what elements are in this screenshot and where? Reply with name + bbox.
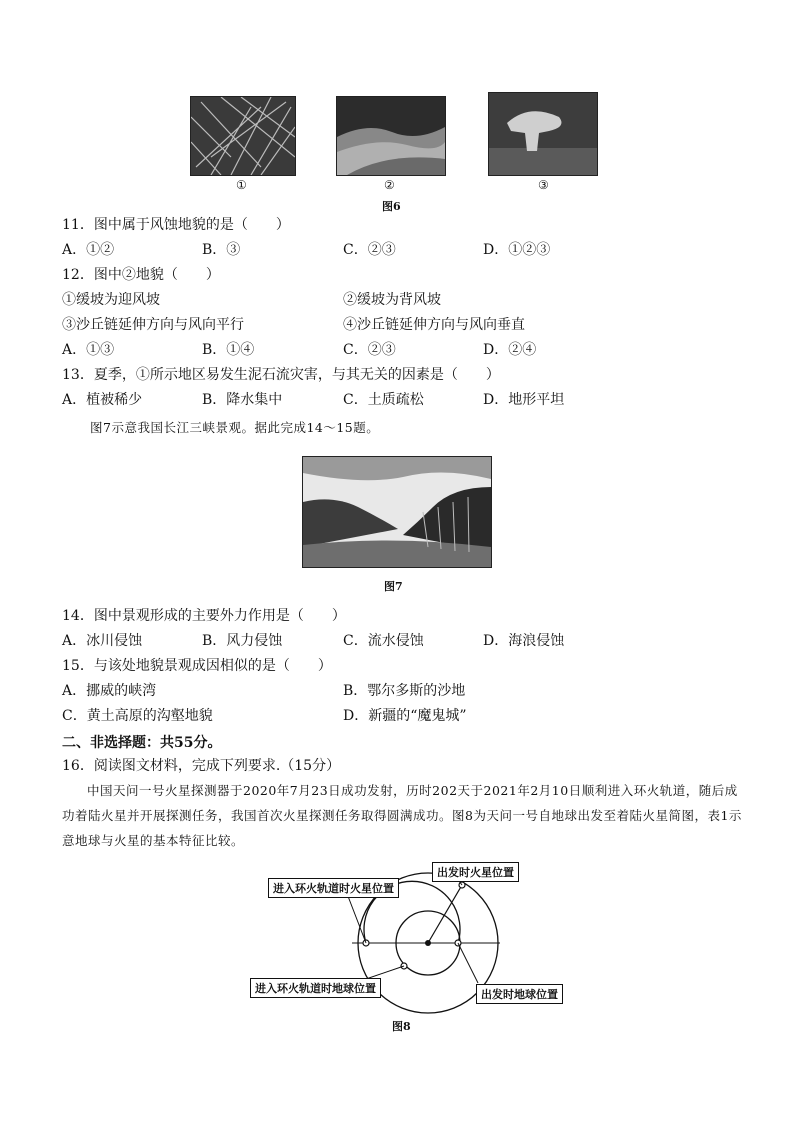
q12-statement-1: ①缓坡为迎风坡 [62,292,160,308]
q13-stem: 13．夏季，①所示地区易发生泥石流灾害，与其无关的因素是（ ） [62,367,500,383]
q13-option-b: B．降水集中 [202,392,283,408]
q11-option-a: A．①② [62,242,115,258]
figure6-photo-3 [488,92,598,176]
figure6-photo-2 [336,96,446,176]
sun-dot [425,940,431,946]
q11-stem: 11．图中属于风蚀地貌的是（ ） [62,217,290,233]
label-earth-orbit-entry: 进入环火轨道时地球位置 [250,978,381,998]
q16-paragraph: 中国天问一号火星探测器于2020年7月23日成功发射，历时202天于2021年2月10日顺利进入环火轨道，随后成功着陆火星并开展探测任务，我国首次火星探测任务取得圆满成功。图8为天问一号自地球出发至着陆火星简图，表1示意地球与火星的基本特征比较。 [62,783,742,848]
figure6-label-2: ② [384,178,395,192]
q14-option-c: C．流水侵蚀 [343,633,424,649]
q12-statement-2: ②缓坡为背风坡 [343,292,441,308]
label-mars-orbit-entry: 进入环火轨道时火星位置 [268,878,399,898]
figure6-caption: 图6 [382,200,401,213]
q15-option-b: B．鄂尔多斯的沙地 [343,683,466,699]
figure7-photo [302,456,492,568]
figure6-label-1: ① [236,178,247,192]
q11-option-c: C．②③ [343,242,396,258]
sand-dune-photo-icon [337,97,445,175]
three-gorges-photo-icon [303,457,491,567]
grassland-photo-icon [191,97,295,175]
q15-option-d: D．新疆的“魔鬼城” [343,708,467,724]
q14-option-d: D．海浪侵蚀 [483,633,565,649]
q13-option-a: A．植被稀少 [62,392,143,408]
q11-option-d: D．①②③ [483,242,551,258]
label-earth-departure: 出发时地球位置 [476,984,563,1004]
q14-option-a: A．冰川侵蚀 [62,633,143,649]
q12-statement-3: ③沙丘链延伸方向与风向平行 [62,317,244,333]
q12-option-b: B．①④ [202,342,255,358]
q11-option-b: B．③ [202,242,241,258]
label-mars-departure: 出发时火星位置 [432,862,519,882]
q12-statement-4: ④沙丘链延伸方向与风向垂直 [343,317,525,333]
q13-option-d: D．地形平坦 [483,392,565,408]
q15-option-c: C．黄土高原的沟壑地貌 [62,708,213,724]
q12-option-d: D．②④ [483,342,537,358]
q12-option-a: A．①③ [62,342,115,358]
mushroom-rock-photo-icon [489,93,597,175]
figure8-caption: 图8 [392,1020,411,1033]
q13-option-c: C．土质疏松 [343,392,424,408]
q12-option-c: C．②③ [343,342,396,358]
figure6-photo-1 [190,96,296,176]
q15-stem: 15．与该处地貌景观成因相似的是（ ） [62,658,332,674]
figure7-caption: 图7 [384,580,403,593]
q14-stem: 14．图中景观形成的主要外力作用是（ ） [62,608,346,624]
figure7-intro: 图7示意我国长江三峡景观。据此完成14～15题。 [90,420,380,435]
q14-option-b: B．风力侵蚀 [202,633,283,649]
leader-earth-departure [458,943,478,983]
figure6-label-3: ③ [538,178,549,192]
q16-stem: 16．阅读图文材料，完成下列要求.（15分） [62,758,341,774]
q12-stem: 12．图中②地貌（ ） [62,267,220,283]
section2-heading: 二、非选择题：共55分。 [62,735,222,751]
q15-option-a: A．挪威的峡湾 [62,683,157,699]
